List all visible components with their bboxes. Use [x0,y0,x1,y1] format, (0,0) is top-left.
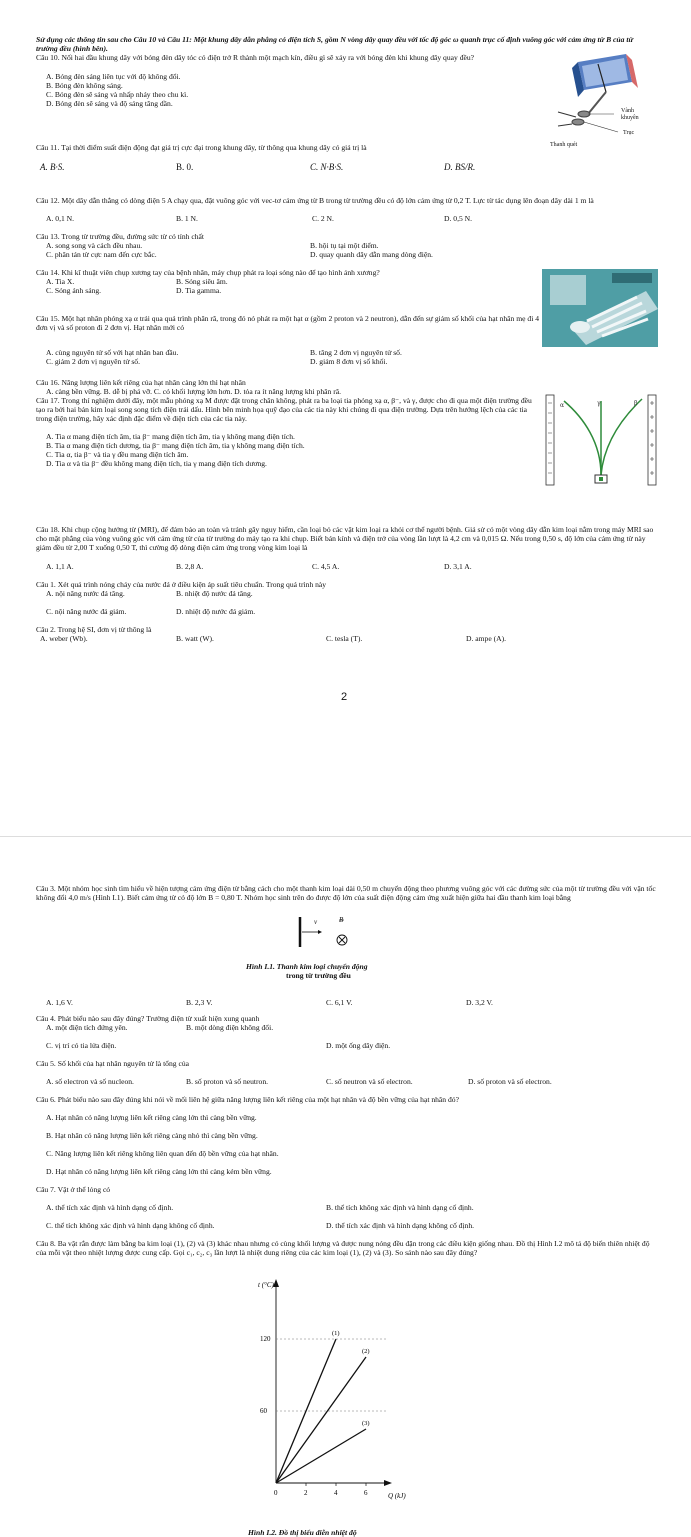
series-label-2: (2) [362,1348,370,1355]
q11-option-a: A. B·S. [40,162,65,172]
generator-diagram-icon [548,52,658,150]
c1-option-c: C. nội năng nước đá giảm. [46,607,127,616]
c3-stem: Câu 3. Một nhóm học sinh tìm hiểu về hiện tượng cảm ứng điện từ bằng cách cho một thanh kim loại dài 0,50 m chuyển động theo phương vuông góc với các đường sức của một từ trường đều với vận tốc không đổi 4,0 m/s (Hình I.1). Biết cảm ứng từ có độ lớn B = 0,80 T. Nhóm học sinh trên đo được độ lớn của suất điện động cảm ứng xuất hiện giữa hai đầu thanh kim loại bằng [36,884,656,902]
x-tick-label: 6 [364,1489,368,1497]
c2-stem: Câu 2. Trong hệ SI, đơn vị từ thông là [36,625,152,634]
c5-option-d: D. số proton và số electron. [468,1077,552,1086]
q15-option-a: A. cùng nguyên tử số với hạt nhân ban đầu. [46,348,179,357]
x-axis-arrow [384,1480,392,1486]
q11-stem: Câu 11. Tại thời điểm suất điện động đạt giá trị cực đại trong khung dây, từ thông qua khung dây có giá trị là [36,143,367,152]
q17-option-a: A. Tia α mang điện tích âm, tia β⁻ mang điện tích âm, tia γ không mang điện tích. [46,432,295,441]
q14-option-b: B. Sóng siêu âm. [176,277,228,286]
c1-stem: Câu 1. Xét quá trình nóng chảy của nước đá ở điều kiện áp suất tiêu chuẩn. Trong quá trình này [36,580,327,589]
q12-option-c: C. 2 N. [312,214,334,223]
q11-option-b: B. 0. [176,162,194,172]
y-tick-label: 60 [260,1407,267,1415]
series-label-1: (1) [332,1330,340,1337]
radiation-deflection-figure [544,393,658,489]
temperature-heat-chart [236,1273,436,1513]
c4-option-d: D. một ống dây điện. [326,1041,391,1050]
q18-option-b: B. 2,8 A. [176,562,204,571]
c4-option-a: A. một điện tích đứng yên. [46,1023,128,1032]
q16-stem: Câu 16. Năng lượng liên kết riêng của hạt nhân càng lớn thì hạt nhân [36,378,246,387]
q12-stem: Câu 12. Một dây dẫn thẳng có dòng điện 5 A chạy qua, đặt vuông góc với vec-tơ cảm ứng từ B trong từ trường đều có độ lớn cảm ứng từ 0,2 T. Lực từ tác dụng lên đoạn dây dài 1 m là [36,196,594,205]
q13-stem: Câu 13. Trong từ trường đều, đường sức từ có tính chất [36,232,205,241]
y-axis-label: t (°C) [258,1281,274,1289]
q17-option-d: D. Tia α và tia β⁻ đều không mang điện tích, tia γ mang điện tích dương. [46,459,267,468]
intro-text: Sử dụng các thông tin sau cho Câu 10 và Câu 11: Một khung dây dẫn phẳng có diện tích S, gồm N vòng dây quay đều với tốc độ góc ω quanh trục cố định vuông góc với cảm ứng từ B của từ trường đều (hình bên). [36,35,634,53]
label-b: B [339,916,344,924]
q13-option-d: D. quay quanh dây dẫn mang dòng điện. [310,250,433,259]
q10-option-c: C. Bóng đèn sẽ sáng và nhấp nháy theo chu kì. [46,90,189,99]
c7-option-c: C. thể tích không xác định và hình dạng không cố định. [46,1221,215,1230]
x-axis-label: Q (kJ) [388,1492,406,1500]
q10-option-b: B. Bóng đèn không sáng. [46,81,123,90]
c1-option-d: D. nhiệt độ nước đá giảm. [176,607,256,616]
q13-option-a: A. song song và cách đều nhau. [46,241,143,250]
q16-options: A. càng bền vững. B. dễ bị phá vỡ. C. có khối lượng lớn hơn. D. tỏa ra ít năng lượng khi phân rã. [46,387,341,396]
y-tick-label: 120 [260,1335,271,1343]
xray-hand-icon [542,269,658,347]
c3-option-c: C. 6,1 V. [326,998,353,1007]
svg-text:γ: γ [597,400,601,407]
c3-option-b: B. 2,3 V. [186,998,213,1007]
q14-option-a: A. Tia X. [46,277,75,286]
c6-stem: Câu 6. Phát biểu nào sau đây đúng khi nói về mối liên hệ giữa năng lượng liên kết riêng của một hạt nhân và độ bền vững của hạt nhân đó? [36,1095,459,1104]
c5-option-a: A. số electron và số nucleon. [46,1077,134,1086]
c2-option-b: B. watt (W). [176,634,214,643]
c7-option-a: A. thể tích xác định và hình dạng cố định. [46,1203,174,1212]
c4-stem: Câu 4. Phát biểu nào sau đây đúng? Trường điện từ xuất hiện xung quanh [36,1014,260,1023]
label-khuyen: khuyên [621,115,639,121]
x-tick-label: 0 [274,1489,278,1497]
q13-option-c: C. phân tán từ cực nam đến cực bắc. [46,250,157,259]
q18-option-d: D. 3,1 A. [444,562,472,571]
c7-stem: Câu 7. Vật ở thể lỏng có [36,1185,111,1194]
c8-stem: Câu 8. Ba vật rắn được làm bằng ba kim loại (1), (2) và (3) khác nhau nhưng có cùng khối lượng và được nung nóng đều đặn trong các điều kiện giống nhau. Đồ thị Hình I.2 mô tả độ biến thiên nhiệt độ của mỗi vật theo nhiệt lượng được cung cấp. Gọi c₁, c₂, c₃ lần lượt là nhiệt dung riêng của các kim loại (1), (2) và (3). So sánh nào sau đây đúng? [36,1239,650,1257]
fig-i1-caption-2: trong từ trường đều [286,971,351,980]
q15-option-b: B. tăng 2 đơn vị nguyên tử số. [310,348,402,357]
c4-option-c: C. vị trí có tia lửa điện. [46,1041,117,1050]
c6-option-a: A. Hạt nhân có năng lượng liên kết riêng càng lớn thì càng bền vững. [46,1113,257,1122]
c1-option-a: A. nội năng nước đá tăng. [46,589,125,598]
metal-bar-figure [296,913,356,953]
q12-option-d: D. 0,5 N. [444,214,473,223]
q12-option-a: A. 0,1 N. [46,214,75,223]
page-separator [0,836,691,856]
c3-option-d: D. 3,2 V. [466,998,493,1007]
x-tick-label: 4 [334,1489,338,1497]
q15-option-c: C. giảm 2 đơn vị nguyên tử số. [46,357,140,366]
svg-text:α: α [560,402,565,409]
series-line-3 [276,1429,366,1483]
fig-i1-caption: Hình I.1. Thanh kim loại chuyển động [246,962,368,971]
label-vanh: Vành [621,108,634,114]
q14-option-c: C. Sóng ánh sáng. [46,286,102,295]
deflection-diagram-icon [544,393,658,489]
generator-figure [548,52,658,150]
q18-option-a: A. 1,1 A. [46,562,74,571]
q10-option-d: D. Bóng đèn sẽ sáng và độ sáng tăng dần. [46,99,173,108]
c2-option-a: A. weber (Wb). [40,634,88,643]
c3-option-a: A. 1,6 V. [46,998,73,1007]
page-2 [0,855,691,1536]
q10-option-a: A. Bóng đèn sáng liên tục với độ không đổi. [46,72,181,81]
page-number: 2 [341,691,348,703]
label-truc: Trục [623,130,635,136]
label-v: v [314,918,318,926]
c2-option-d: D. ampe (A). [466,634,507,643]
fig-i2-caption: Hình I.2. Đồ thị biểu diễn nhiệt độ [248,1528,357,1537]
c7-option-d: D. thể tích xác định và hình dạng không cố định. [326,1221,475,1230]
c6-option-d: D. Hạt nhân có năng lượng liên kết riêng càng lớn thì càng kém bền vững. [46,1167,272,1176]
xray-photo [542,269,658,347]
c5-option-b: B. số proton và số neutron. [186,1077,269,1086]
q17-option-c: C. Tia α, tia β⁻ và tia γ đều mang điện tích âm. [46,450,189,459]
c5-stem: Câu 5. Số khối của hạt nhân nguyên tử là tổng của [36,1059,190,1068]
c1-option-b: B. nhiệt độ nước đá tăng. [176,589,253,598]
c4-option-b: B. một dòng điện không đổi. [186,1023,274,1032]
q13-option-b: B. hội tụ tại một điểm. [310,241,379,250]
c6-option-b: B. Hạt nhân có năng lượng liên kết riêng càng nhỏ thì càng bền vững. [46,1131,258,1140]
c5-option-c: C. số neutron và số electron. [326,1077,413,1086]
q18-option-c: C. 4,5 A. [312,562,340,571]
q18-stem: Câu 18. Khi chụp cộng hưởng từ (MRI), để đảm bảo an toàn và tránh gây nguy hiểm, cần loại bỏ các vật kim loại ra khỏi cơ thể người bệnh. Giả sử có một vòng dây dẫn kim loại nằm trong máy MRI sao cho mặt phẳng của vòng vuông góc với cảm ứng từ của từ trường do máy tạo ra khi chụp. Biết bán kính và điện trở của vòng lần lượt là 4,2 cm và 0,015 Ω. Nếu trong 0,50 s, độ lớn của cảm ứng từ này giảm đều từ 2,00 T xuống 0,50 T, thì cường độ dòng điện cảm ứng trong vòng kim loại là [36,525,654,552]
q12-option-b: B. 1 N. [176,214,198,223]
q17-stem: Câu 17. Trong thí nghiệm dưới đây, một mẫu phóng xạ M được đặt trong chân không, phát ra ba loại tia phóng xạ α, β⁻, và γ, được cho đi qua một điện trường đều tạo ra bởi hai bản kim loại song song tích điện trái dấu. Hình bên minh họa quỹ đạo của các tia này khi chúng đi qua điện trường. Dựa trên hướng lệch của các tia trong điện trường, hãy xác định đặc điểm về điện tích của các tia này. [36,396,532,423]
q14-option-d: D. Tia gamma. [176,286,222,295]
svg-text:β: β [634,400,638,407]
q10-stem: Câu 10. Nối hai đầu khung dây với bóng đèn dây tóc có điện trở R thành một mạch kín, điều gì sẽ xảy ra với bóng đèn khi khung dây quay đều? [36,53,475,62]
y-axis-arrow [273,1279,279,1287]
q15-option-d: D. giảm 8 đơn vị số khối. [310,357,388,366]
label-thanh-quet: Thanh quét [550,142,578,148]
c2-option-c: C. tesla (T). [326,634,363,643]
series-label-3: (3) [362,1420,370,1427]
q11-option-c: C. N·B·S. [310,162,344,172]
q11-option-d: D. BS/R. [444,162,476,172]
c6-option-c: C. Năng lượng liên kết riêng không liên quan đến độ bền vững của hạt nhân. [46,1149,279,1158]
x-tick-label: 2 [304,1489,308,1497]
bar-in-field-icon [296,913,356,953]
q15-stem: Câu 15. Một hạt nhân phóng xạ α trải qua quá trình phân rã, trong đó nó phát ra một hạt α (gồm 2 proton và 2 neutron), dẫn đến sự giảm số khối của hạt nhân mẹ đi 4 đơn vị và số proton đi 2 đơn vị. Hạt nhân mới có [36,314,540,332]
q14-stem: Câu 14. Khi kĩ thuật viên chụp xương tay của bệnh nhân, máy chụp phát ra loại sóng nào để tạo hình ảnh xương? [36,268,380,277]
c7-option-b: B. thể tích không xác định và hình dạng cố định. [326,1203,474,1212]
q17-option-b: B. Tia α mang điện tích dương, tia β⁻ mang điện tích âm, tia γ không mang điện tích. [46,441,305,450]
